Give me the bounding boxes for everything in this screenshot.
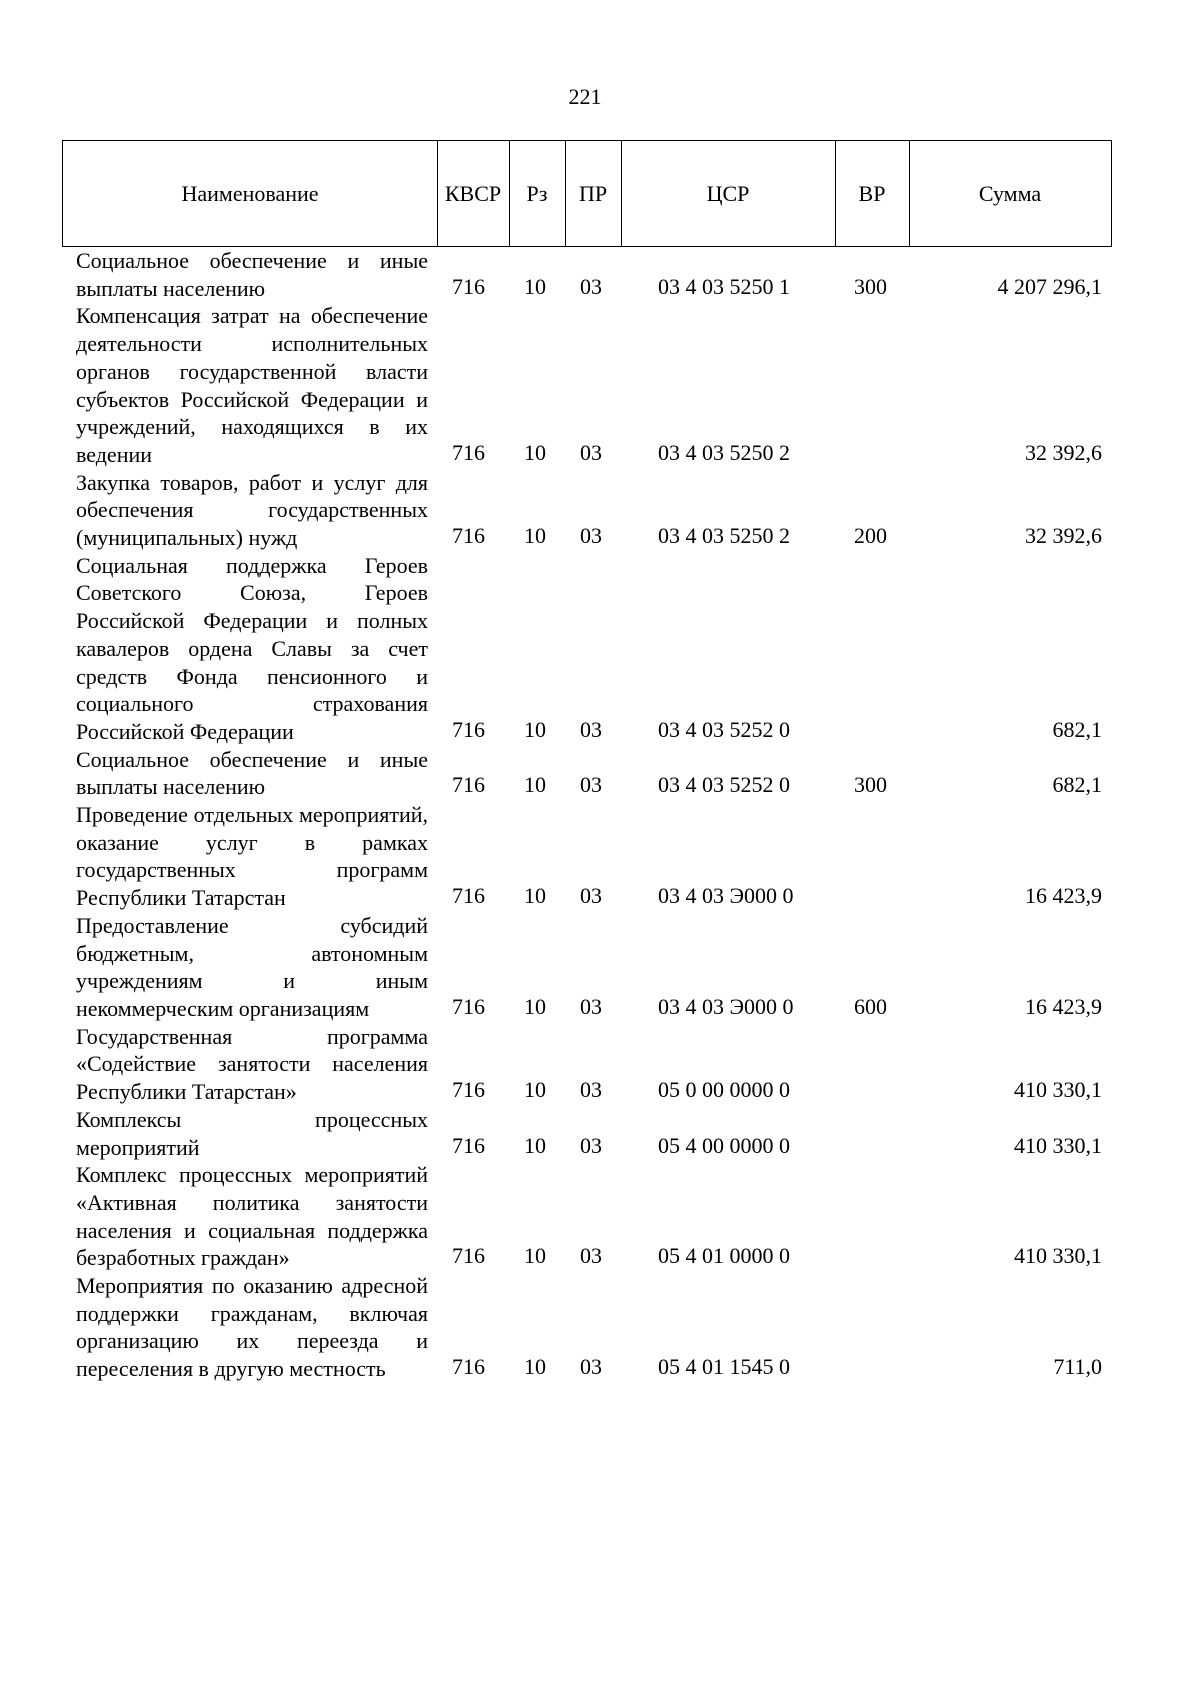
row-kvsr: 716: [452, 716, 485, 742]
header-rz: Рз: [526, 180, 548, 206]
row-csr: 03 4 03 5252 0: [658, 772, 790, 798]
row-rz: 10: [524, 1132, 546, 1158]
table-row: [0, 1023, 1200, 1106]
row-name: Социальное обеспечение и иные выплаты населению: [76, 248, 428, 301]
row-name: Комплексы процессных мероприятий: [76, 1106, 428, 1160]
row-sum: 4 207 296,1: [997, 273, 1102, 299]
row-name: Закупка товаров, работ и услуг для обеспечения государственных (муниципальных) нужд: [76, 469, 428, 551]
row-rz: 10: [524, 523, 546, 549]
row-sum: 16 423,9: [1025, 883, 1102, 909]
row-kvsr: 716: [452, 883, 485, 909]
row-sum: 32 392,6: [1025, 523, 1102, 549]
table-row: [0, 1161, 1200, 1272]
row-sum: 16 423,9: [1025, 993, 1102, 1019]
row-sum: 410 330,1: [1014, 1132, 1102, 1158]
table-row: [0, 469, 1200, 552]
row-pr: 03: [580, 883, 602, 909]
row-pr: 03: [580, 1354, 602, 1380]
table-row: [0, 247, 1200, 302]
row-csr: 03 4 03 Э000 0: [658, 993, 794, 1019]
row-pr: 03: [580, 1132, 602, 1158]
row-kvsr: 716: [452, 1243, 485, 1269]
row-name: Проведение отдельных мероприятий, оказание услуг в рамках государственных программ Республики Татарстан: [76, 802, 428, 911]
row-pr: 03: [580, 772, 602, 798]
row-name: Социальная поддержка Героев Советского Союза, Героев Российской Федерации и полных кавалеров ордена Славы за счет средств Фонда пенсионного и социального страхования Российской Федерации: [76, 552, 428, 744]
row-pr: 03: [580, 993, 602, 1019]
row-rz: 10: [524, 1354, 546, 1380]
table-header: [62, 140, 1112, 247]
row-csr: 03 4 03 Э000 0: [658, 883, 794, 909]
table-body: [0, 247, 1200, 1383]
row-rz: 10: [524, 883, 546, 909]
table-row: [0, 1272, 1200, 1383]
row-csr: 05 4 01 1545 0: [658, 1354, 790, 1380]
row-rz: 10: [524, 273, 546, 299]
header-sum: Сумма: [978, 180, 1042, 206]
row-csr: 05 4 01 0000 0: [658, 1243, 790, 1269]
row-rz: 10: [524, 439, 546, 465]
row-sum: 711,0: [1053, 1354, 1102, 1380]
row-vr: 300: [854, 772, 887, 798]
row-rz: 10: [524, 1077, 546, 1103]
row-name: Комплекс процессных мероприятий «Активная политика занятости населения и социальная поддержка безработных граждан»: [76, 1162, 428, 1271]
row-rz: 10: [524, 716, 546, 742]
row-pr: 03: [580, 1243, 602, 1269]
row-csr: 03 4 03 5250 2: [658, 439, 790, 465]
row-name: Предоставление субсидий бюджетным, автономным учреждениям и иным некоммерческим организациям: [76, 912, 428, 1021]
row-sum: 682,1: [1052, 772, 1102, 798]
row-pr: 03: [580, 523, 602, 549]
table-row: [0, 801, 1200, 912]
row-pr: 03: [580, 439, 602, 465]
row-pr: 03: [580, 273, 602, 299]
row-rz: 10: [524, 1243, 546, 1269]
table-row: [0, 1106, 1200, 1161]
table-row: [0, 302, 1200, 468]
row-kvsr: 716: [452, 1132, 485, 1158]
header-pr: ПР: [578, 180, 608, 206]
row-kvsr: 716: [452, 1354, 485, 1380]
row-csr: 05 4 00 0000 0: [658, 1132, 790, 1158]
row-pr: 03: [580, 1077, 602, 1103]
row-name: Компенсация затрат на обеспечение деятельности исполнительных органов государственной власти субъектов Российской Федерации и учреждений, находящихся в их ведении: [76, 303, 428, 467]
row-sum: 410 330,1: [1014, 1077, 1102, 1103]
row-vr: 600: [854, 993, 887, 1019]
row-sum: 682,1: [1052, 716, 1102, 742]
row-name: Социальное обеспечение и иные выплаты населению: [76, 746, 428, 800]
row-rz: 10: [524, 993, 546, 1019]
row-kvsr: 716: [452, 1077, 485, 1103]
header-kvsr: КВСР: [444, 180, 502, 206]
row-csr: 05 0 00 0000 0: [658, 1077, 790, 1103]
row-name: Государственная программа «Содействие занятости населения Республики Татарстан»: [76, 1023, 428, 1105]
row-kvsr: 716: [452, 273, 485, 299]
row-csr: 03 4 03 5252 0: [658, 716, 790, 742]
row-vr: 300: [854, 273, 887, 299]
row-name: Мероприятия по оказанию адресной поддержки гражданам, включая организацию их переезда и переселения в другую местность: [76, 1273, 428, 1382]
row-kvsr: 716: [452, 993, 485, 1019]
row-csr: 03 4 03 5250 1: [658, 273, 790, 299]
row-sum: 410 330,1: [1014, 1243, 1102, 1269]
row-pr: 03: [580, 716, 602, 742]
table-row: [0, 912, 1200, 1023]
row-kvsr: 716: [452, 439, 485, 465]
row-rz: 10: [524, 772, 546, 798]
table-row: [0, 552, 1200, 746]
row-kvsr: 716: [452, 772, 485, 798]
table-row: [0, 746, 1200, 801]
row-vr: 200: [854, 523, 887, 549]
header-csr: ЦСР: [706, 180, 750, 206]
header-vr: ВР: [858, 180, 886, 206]
row-csr: 03 4 03 5250 2: [658, 523, 790, 549]
row-kvsr: 716: [452, 523, 485, 549]
page-number: 221: [568, 84, 602, 109]
header-name: Наименование: [181, 180, 319, 206]
row-sum: 32 392,6: [1025, 439, 1102, 465]
